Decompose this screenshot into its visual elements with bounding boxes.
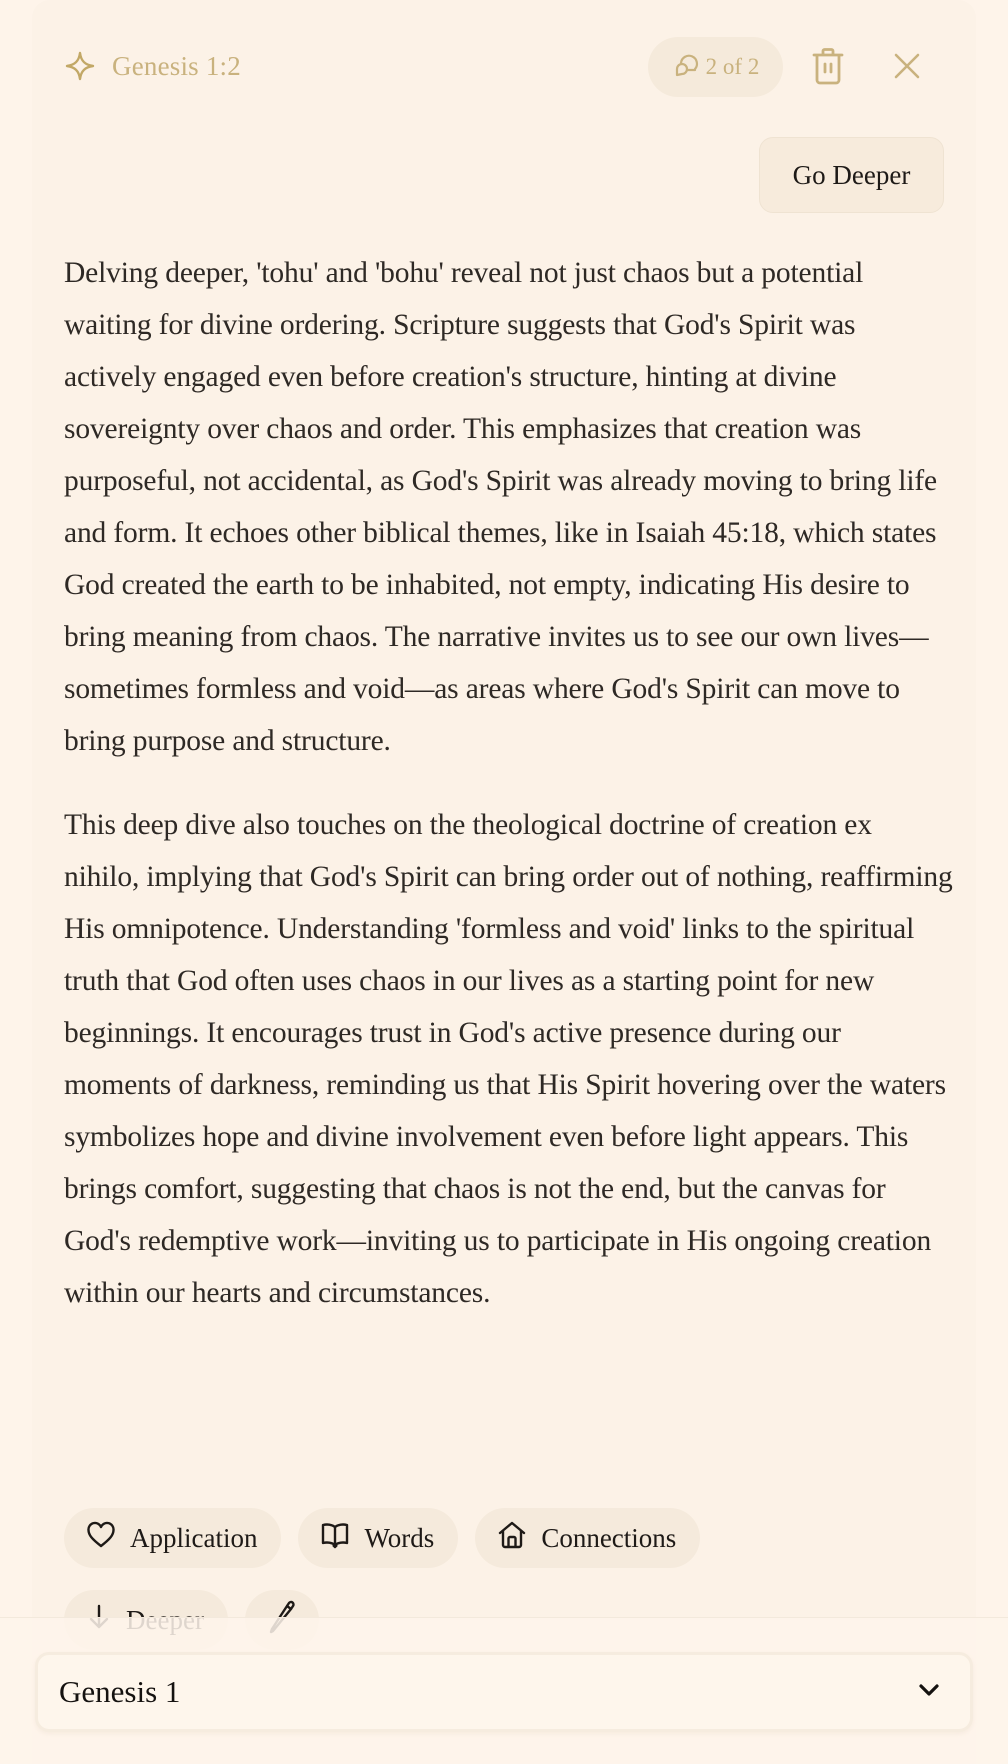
chip-connections[interactable] — [475, 1508, 700, 1568]
panel-header — [64, 40, 944, 96]
trash-icon — [811, 47, 845, 90]
delete-button[interactable] — [808, 48, 848, 88]
heart-icon — [86, 1521, 116, 1556]
chat-bubbles-icon — [672, 50, 700, 84]
chapter-select-value: Genesis 1 — [59, 1674, 181, 1709]
insight-count-pill[interactable] — [648, 37, 783, 97]
insight-count-label: 2 of 2 — [705, 54, 760, 79]
home-icon — [497, 1520, 527, 1557]
chip-label: Words — [364, 1522, 435, 1553]
close-icon — [893, 52, 921, 85]
verse-reference: Genesis 1:2 — [112, 50, 241, 81]
chip-words[interactable] — [298, 1508, 458, 1568]
chapter-select[interactable] — [35, 1652, 973, 1732]
chip-application[interactable] — [64, 1508, 281, 1568]
chip-label: Application — [130, 1522, 258, 1553]
sparkle-icon — [64, 50, 96, 82]
insight-paragraph: Delving deeper, 'tohu' and 'bohu' reveal not just chaos but a potential waiting for divine ordering. Scripture suggests that God's Spirit was actively engaged even before creation's structure, hinting at divine sovereignty over chaos and order. This emphasizes that creation was purposeful, not accidental, as God's Spirit was already moving to bring life and form. It echoes other biblical themes, like in Isaiah 45:18, which states God created the earth to be inhabited, not empty, indicating His desire to bring meaning from chaos. The narrative invites us to see our own lives—sometimes formless and void—as areas where God's Spirit can move to bring purpose and structure. — [64, 257, 937, 757]
chip-label: Connections — [541, 1522, 677, 1553]
chevron-down-icon — [918, 1683, 940, 1702]
book-open-icon — [320, 1521, 350, 1556]
insight-paragraph: This deep dive also touches on the theological doctrine of creation ex nihilo, implying that God's Spirit can bring order out of nothing, reaffirming His omnipotence. Understanding 'formless and void' links to the spiritual truth that God often uses chaos in our lives as a starting point for new beginnings. It encourages trust in God's active presence during our moments of darkness, reminding us that His Spirit hovering over the waters symbolizes hope and divine involvement even before light appears. This brings comfort, suggesting that chaos is not the end, but the canvas for God's redemptive work—inviting us to participate in His ongoing creation within our hearts and circumstances. — [64, 809, 953, 1309]
insight-content — [64, 247, 954, 1351]
reference-title-group — [64, 50, 241, 82]
go-deeper-button[interactable]: Go Deeper — [759, 137, 944, 213]
close-button[interactable] — [887, 48, 927, 88]
